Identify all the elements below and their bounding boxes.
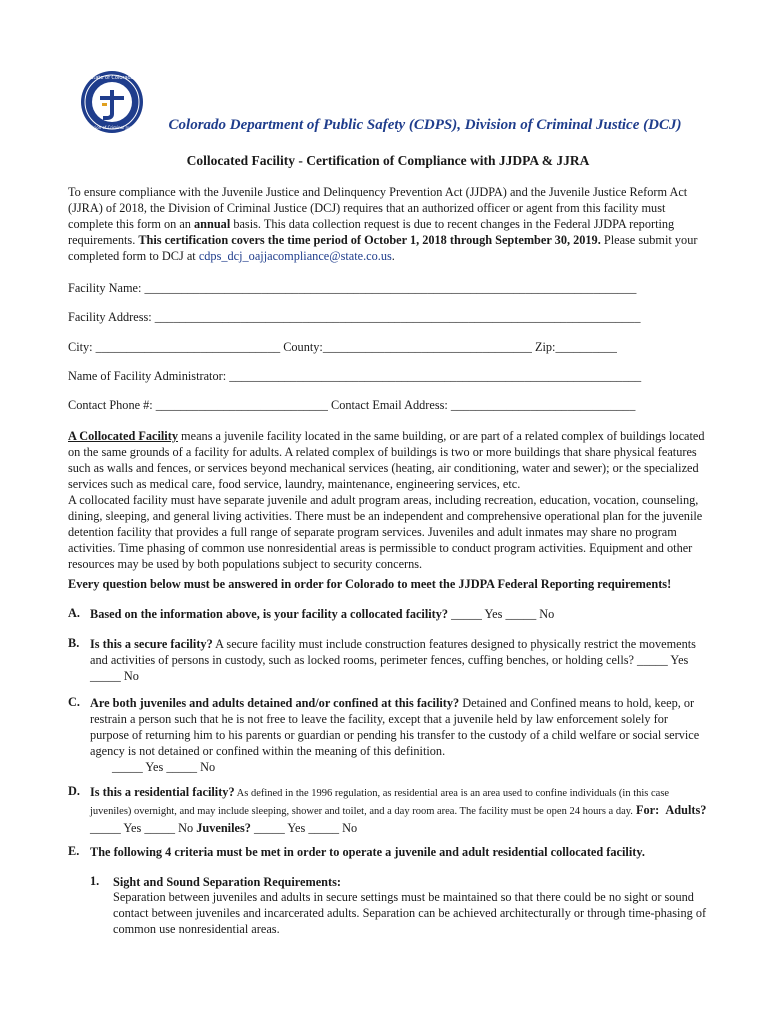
question-c-answer[interactable]: _____ Yes _____ No (112, 760, 216, 774)
question-d-text: Is this a residential facility? (90, 785, 235, 799)
facility-name-field[interactable]: Facility Name: ________________________________________________________________________________ (68, 281, 637, 295)
city-county-zip-field[interactable]: City: ______________________________ County:__________________________________ Zip:__________ (68, 340, 617, 354)
definition-text-1: means a juvenile facility located in the same building, or are part of a related complex of buildings located on the same grounds of a facility for adults. A related complex of buildings is two or more buildings that share physical features such as walls and fences, or services beyond mechanical services (heating, air conditioning, water and sewer); or the specialized services such as medical care, food service, laundry, maintenance, engineering services, etc. (68, 429, 705, 491)
facility-address-field[interactable]: Facility Address: _______________________________________________________________________________ (68, 310, 641, 324)
collocated-definition (68, 428, 708, 572)
question-a-text: Based on the information above, is your facility a collocated facility? (90, 607, 449, 621)
adults-answer[interactable]: _____ Yes _____ No (90, 821, 197, 835)
question-b-details[interactable]: A secure facility must include construction features designed to physically restrict the movements and activities of persons in custody, such as locked rooms, perimeter fences, cuffing benches, or holding cells? _____ Yes _____ No (90, 637, 696, 683)
requirements-notice: Every question below must be answered in order for Colorado to meet the JJDPA Federal Reporting requirements! (68, 577, 672, 591)
intro-annual: annual (194, 217, 231, 231)
seal-bottom-text: Division of Criminal Justice (85, 125, 139, 130)
juveniles-answer[interactable]: _____ Yes _____ No (250, 821, 358, 835)
state-of-colorado-seal-icon (80, 70, 144, 134)
question-b-text: Is this a secure facility? (90, 637, 213, 651)
seal-ring-text: State of Colorado (90, 75, 134, 81)
question-d-for: For: (632, 803, 660, 817)
question-a-answer[interactable]: _____ Yes _____ No (448, 607, 555, 621)
intro-paragraph (68, 184, 708, 264)
question-c-details: Detained and Confined means to hold, keep, or restrain a person such that he is not free to leave the facility, except that a juvenile held by law enforcement solely for purpose of returning him to his parents or guardian or pending his transfer to the custody of a child welfare or social service agency is not detained or confined within the meaning of this definition. (90, 696, 700, 758)
intro-text-1: To ensure compliance with the Juvenile Justice and Delinquency Prevention Act (JJDPA) and the Juvenile Justice Reform Act (JJRA) of 2018, the Division of Criminal Justice (DCJ) requires that an authorized officer or agent from this facility must complete this form on an (68, 185, 688, 231)
question-b[interactable] (90, 636, 708, 684)
submission-email-link[interactable]: cdps_dcj_oajjacompliance@state.co.us (198, 249, 392, 263)
intro-text-2: basis. This data collection request is due to recent changes in the Federal JJDPA reporting requirements. (68, 217, 675, 247)
question-c-text: Are both juveniles and adults detained and/or confined at this facility? (90, 696, 460, 710)
question-b-number: B. (68, 636, 80, 650)
adults-label: Adults? (665, 803, 707, 817)
question-d-details: As defined in the 1996 regulation, as residential area is an area used to confine individuals (in this case juveniles) overnight, and may include sleeping, shower and toilet, and a day room area. The facility must be open 24 hours a day. (90, 788, 670, 817)
intro-period: This certification covers the time period of October 1, 2018 through September 30, 2019. (138, 233, 601, 247)
question-d[interactable] (90, 784, 708, 836)
question-c-number: C. (68, 695, 80, 709)
question-a-number: A. (68, 606, 80, 620)
intro-text-3: Please submit your completed form to DCJ at (68, 233, 698, 263)
question-a[interactable] (90, 606, 708, 622)
question-c[interactable] (90, 695, 708, 775)
criterion-1-title: Sight and Sound Separation Requirements: (113, 875, 341, 889)
contact-phone-email-field[interactable]: Contact Phone #: ____________________________ Contact Email Address: ______________________________ (68, 398, 636, 412)
definition-text-2: A collocated facility must have separate juvenile and adult program areas, including recreation, education, vocation, counseling, dining, sleeping, and general living activities. There must be an independent and comprehensive operational plan for the juvenile detention facility that provides a full range of separate program services. Juveniles and adult inmates may share no program activities. Time phasing of common use nonresidential areas is permissible to conduct program activities. Equipment and other resources may be used by both populations subject to security concerns. (68, 493, 703, 571)
criterion-1-text: Separation between juveniles and adults in secure settings must be maintained so that there could be no sight or sound contact between juveniles and incarcerated adults. Separation can be achieved architecturally or through time-phasing of common use nonresidential areas. (113, 890, 707, 936)
question-e-number: E. (68, 844, 80, 858)
administrator-name-field[interactable]: Name of Facility Administrator: ___________________________________________________________________ (68, 369, 642, 383)
form-title: Collocated Facility - Certification of Compliance with JJDPA & JJRA (186, 153, 590, 168)
criterion-1-number: 1. (90, 874, 100, 888)
juveniles-label: Juveniles? (196, 821, 251, 835)
intro-text-4: . (391, 249, 395, 263)
question-e-text: The following 4 criteria must be met in order to operate a juvenile and adult residential collocated facility. (90, 845, 645, 859)
definition-term: A Collocated Facility (68, 429, 178, 443)
question-d-number: D. (68, 784, 80, 798)
agency-heading: Colorado Department of Public Safety (CDPS), Division of Criminal Justice (DCJ) (168, 117, 682, 133)
